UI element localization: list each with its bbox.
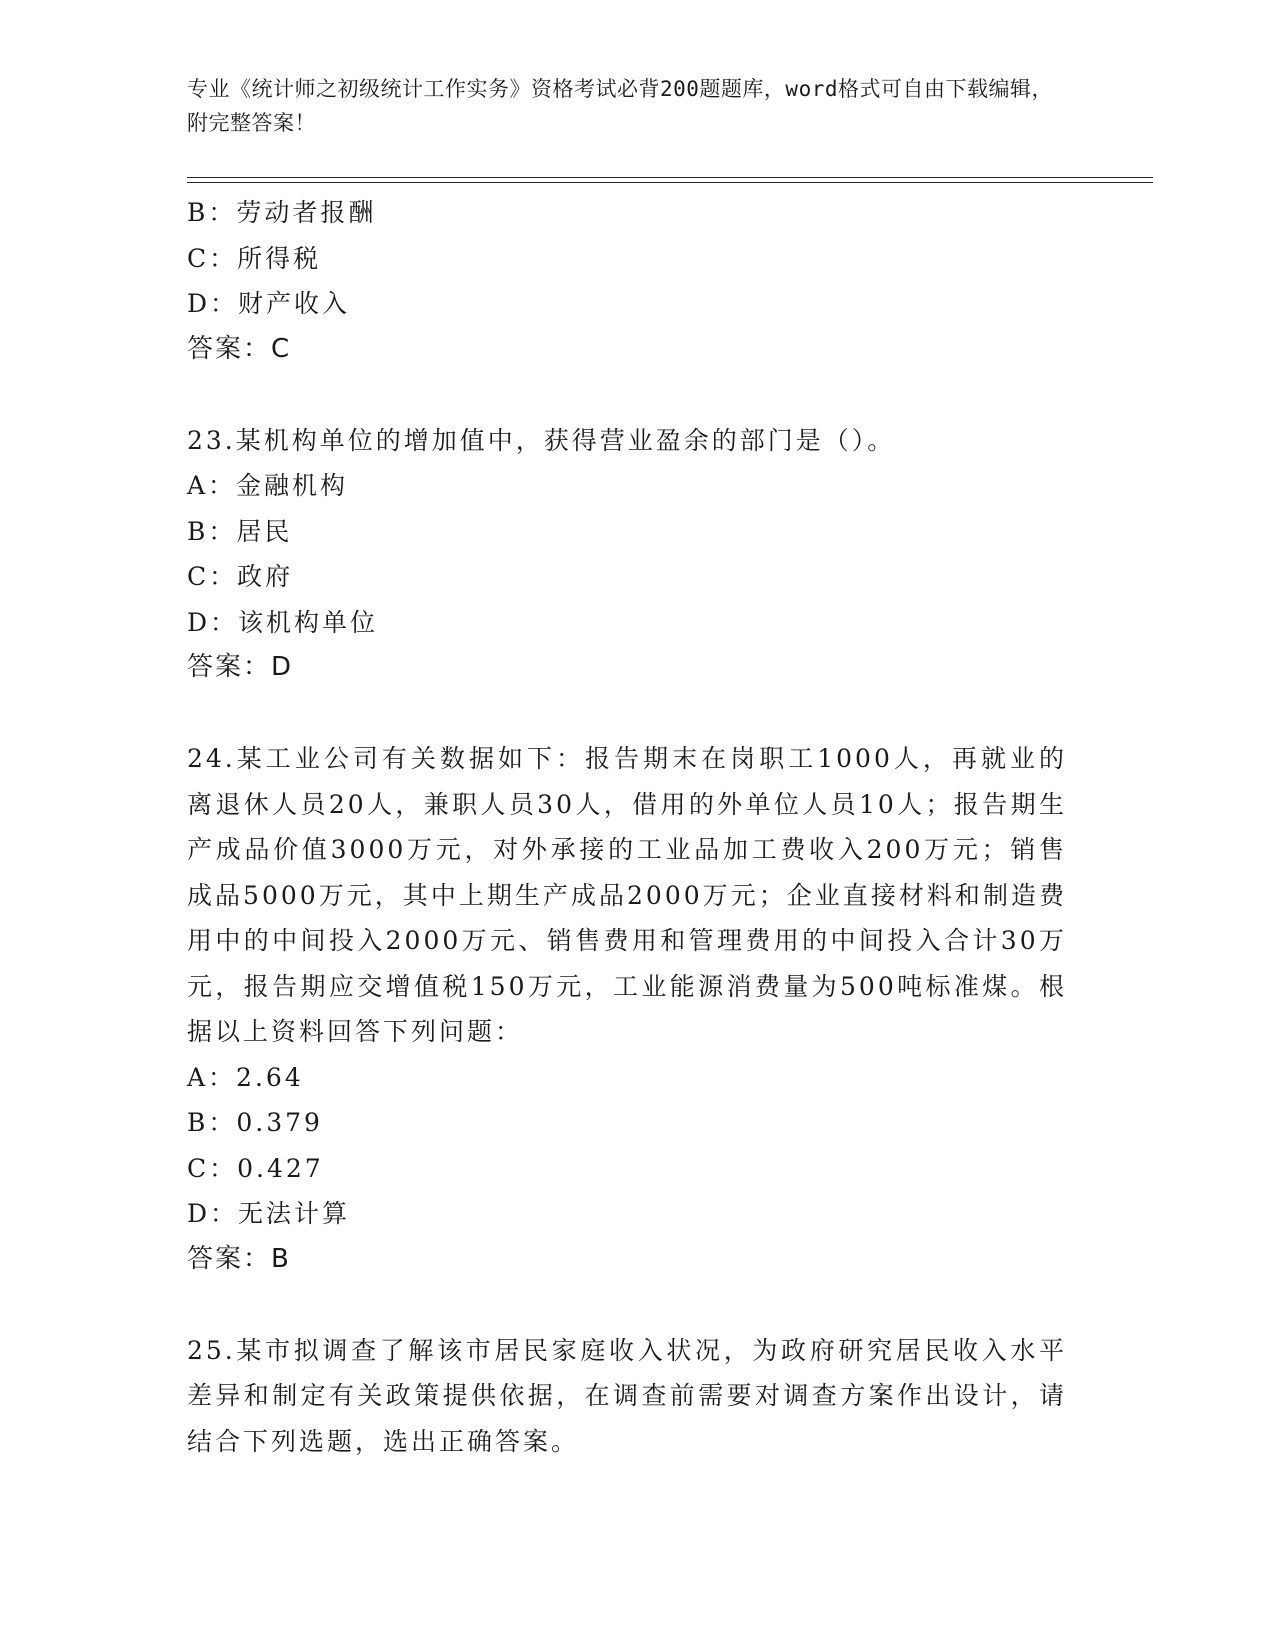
option-b: B：劳动者报酬: [187, 198, 377, 227]
header-rule-top: [187, 177, 1153, 178]
option-a: A：2.64: [187, 1062, 304, 1092]
answer-line: 答案：B: [187, 1243, 291, 1274]
option-d: D：该机构单位: [187, 607, 379, 637]
question-stem: 24.某工业公司有关数据如下：报告期末在岗职工1000人，再就业的离退休人员20人，兼职人员30人，借用的外单位人员10人；报告期生产成品价值3000万元，对外承接的工业品加工费收入200万元；销售成品5000万元，其中上期生产成品2000万元；企业直接材料和制造费用中的中间投入2000万元、销售费用和管理费用的中间投入合计30万元，报告期应交增值税150万元，工业能源消费量为500吨标准煤。根据以上资料回答下列问题：: [187, 744, 1067, 1046]
option-c: C：所得税: [187, 243, 322, 273]
answer-line: 答案：D: [187, 652, 294, 682]
question-24: [187, 736, 1067, 1282]
question-23: [187, 418, 1067, 691]
option-d: D：财产收入: [187, 289, 351, 318]
option-b: B：0.379: [187, 1108, 323, 1137]
spacer: [187, 372, 1067, 418]
spacer: [187, 1282, 1067, 1328]
option-c: C：0.427: [187, 1153, 324, 1183]
header-rule-bottom: [187, 182, 1153, 183]
option-c: C：政府: [187, 562, 294, 591]
answer-line: 答案：C: [187, 333, 292, 364]
question-25: [187, 1328, 1067, 1465]
question-22: [187, 190, 1067, 372]
question-stem: 23.某机构单位的增加值中，获得营业盈余的部门是（）。: [187, 425, 896, 455]
document-body: [187, 190, 1067, 1464]
question-stem: 25.某市拟调查了解该市居民家庭收入状况，为政府研究居民收入水平差异和制定有关政策提供依据，在调查前需要对调查方案作出设计，请结合下列选题，选出正确答案。: [187, 1335, 1067, 1456]
option-a: A：金融机构: [187, 471, 349, 500]
option-b: B：居民: [187, 516, 293, 546]
spacer: [187, 691, 1067, 737]
option-d: D：无法计算: [187, 1199, 351, 1228]
document-header: 专业《统计师之初级统计工作实务》资格考试必背200题题库，word格式可自由下载编辑，附完整答案！: [187, 77, 1053, 135]
